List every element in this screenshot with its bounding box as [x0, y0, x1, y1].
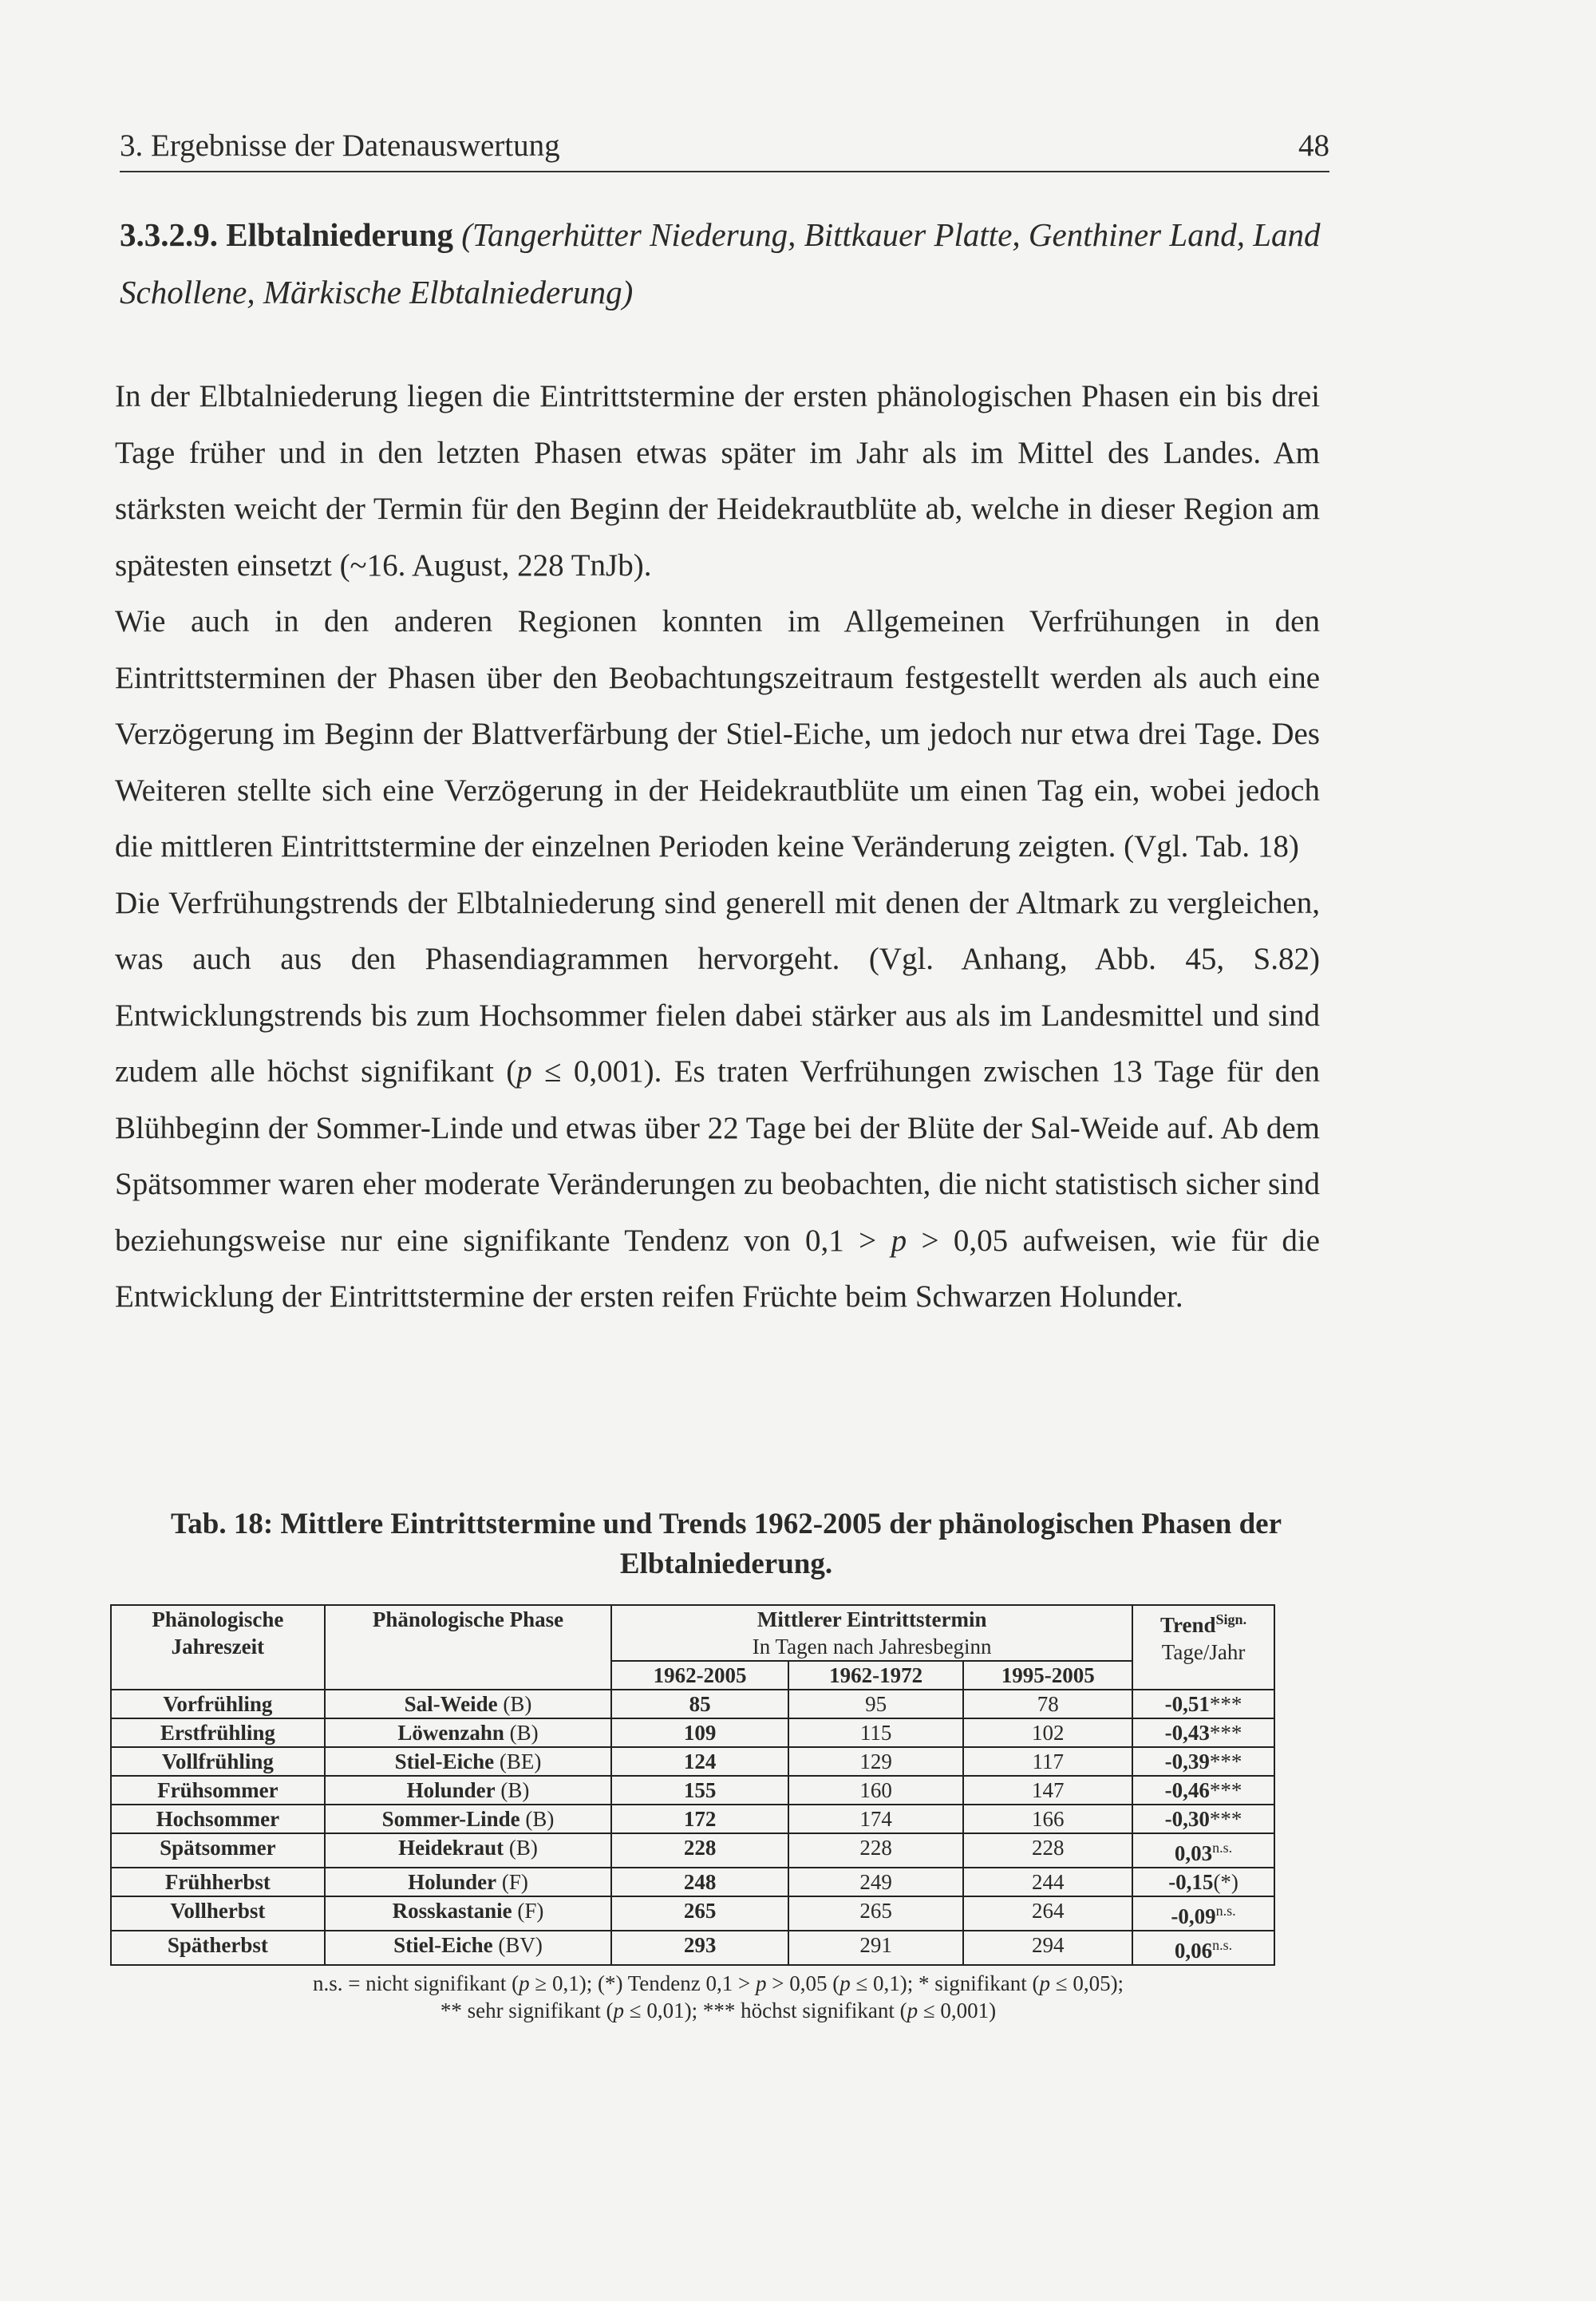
section-subregions: (Tangerhütter Niederung, Bittkauer Platte, Genthiner Land, Land Schollene, Märkische Elbtalniederung) — [120, 216, 1321, 310]
table-footnote: n.s. = nicht signifikant (p ≥ 0,1); (*) Tendenz 0,1 > p > 0,05 (p ≤ 0,1); * signifikant (p ≤ 0,05); ** sehr signifikant (p ≤ 0,01); *** höchst signifikant (p ≤ 0,001) — [312, 1971, 1124, 2022]
paragraph-3: Die Verfrühungstrends der Elbtalniederung sind generell mit denen der Altmark zu vergleichen, was auch aus den Phasendiagrammen hervorgeht. (Vgl. Anhang, Abb. 45, S.82) Entwicklungstrends bis zum Hochsommer fielen dabei stärker aus als im Landesmittel und sind zudem alle höchst signifikant (p ≤ 0,001). Es traten Verfrühungen zwischen 13 Tage für den Blühbeginn der Sommer-Linde und etwas über 22 Tage bei der Blüte der Sal-Weide auf. Ab dem Spätsommer waren eher moderate Veränderungen zu beobachten, die nicht statistisch sicher sind beziehungsweise nur eine signifikante Tendenz von 0,1 > p > 0,05 aufweisen, wie für die Entwicklung der Eintrittstermine der ersten reifen Früchte beim Schwarzen Holunder. — [115, 885, 1321, 1314]
cell-season: Frühherbst — [111, 1868, 325, 1896]
cell-phase: Heidekraut (B) — [325, 1833, 612, 1868]
cell-mean-all: 172 — [611, 1805, 788, 1833]
running-header — [120, 128, 1329, 164]
cell-season: Vollherbst — [111, 1896, 325, 1931]
cell-mean-late: 117 — [963, 1747, 1132, 1776]
cell-season: Hochsommer — [111, 1805, 325, 1833]
table-row — [111, 1896, 1274, 1931]
header-mean: Mittlerer Eintrittstermin In Tagen nach Jahresbeginn — [611, 1605, 1132, 1661]
cell-mean-early: 115 — [788, 1718, 964, 1747]
page-number: 48 — [1298, 128, 1329, 163]
cell-trend: -0,43*** — [1132, 1718, 1274, 1747]
cell-phase: Sommer-Linde (B) — [325, 1805, 612, 1833]
table-row — [111, 1747, 1274, 1776]
cell-mean-early: 265 — [788, 1896, 964, 1931]
table-row — [111, 1833, 1274, 1868]
cell-phase: Löwenzahn (B) — [325, 1718, 612, 1747]
cell-mean-late: 244 — [963, 1868, 1132, 1896]
cell-mean-early: 129 — [788, 1747, 964, 1776]
cell-season: Vollfrühling — [111, 1747, 325, 1776]
header-rule — [120, 171, 1329, 172]
table-row — [111, 1805, 1274, 1833]
cell-mean-early: 160 — [788, 1776, 964, 1805]
header-season: Phänologische Jahreszeit — [111, 1605, 325, 1690]
cell-trend: $0,03^{n.s.}$ — [1132, 1833, 1274, 1868]
cell-mean-all: 155 — [611, 1776, 788, 1805]
section-heading — [120, 206, 1333, 321]
paragraph-2: Wie auch in den anderen Regionen konnten im Allgemeinen Verfrühungen in den Eintrittsterminen der Phasen über den Beobachtungszeitraum festgestellt werden als auch eine Verzögerung im Beginn der Blattverfärbung der Stiel-Eiche, um jedoch nur etwa drei Tage. Des Weiteren stellte sich eine Verzögerung in der Heidekrautblüte um einen Tag ein, wobei jedoch die mittleren Eintrittstermine der einzelnen Perioden keine Veränderung zeigten. (Vgl. Tab. 18) — [115, 604, 1320, 864]
cell-phase: Stiel-Eiche (BE) — [325, 1747, 612, 1776]
header-period-early: 1962-1972 — [788, 1661, 964, 1690]
cell-phase: Rosskastanie (F) — [325, 1896, 612, 1931]
table-row — [111, 1776, 1274, 1805]
paragraph-1: In der Elbtalniederung liegen die Eintrittstermine der ersten phänologischen Phasen ein bis drei Tage früher und in den letzten Phasen etwas später im Jahr als im Mittel des Landes. Am stärksten weicht der Termin für den Beginn der Heidekrautblüte ab, welche in dieser Region am spätesten einsetzt (~16. August, 228 TnJb). — [115, 379, 1320, 583]
cell-trend: $0,06^{n.s.}$ — [1132, 1931, 1274, 1965]
table-caption: Tab. 18: Mittlere Eintrittstermine und Trends 1962-2005 der phänologischen Phasen der Elbtalniederung. — [170, 1508, 1282, 1580]
table-row — [111, 1931, 1274, 1965]
cell-mean-late: 102 — [963, 1718, 1132, 1747]
cell-season: Erstfrühling — [111, 1718, 325, 1747]
cell-mean-late: 294 — [963, 1931, 1132, 1965]
cell-phase: Holunder (F) — [325, 1868, 612, 1896]
chapter-title: 3. Ergebnisse der Datenauswertung — [120, 128, 560, 163]
cell-mean-late: 264 — [963, 1896, 1132, 1931]
cell-trend: -0,15(*) — [1132, 1868, 1274, 1896]
cell-mean-all: 85 — [611, 1690, 788, 1718]
cell-mean-late: 228 — [963, 1833, 1132, 1868]
cell-mean-late: 166 — [963, 1805, 1132, 1833]
header-period-all: 1962-2005 — [611, 1661, 788, 1690]
cell-phase: Holunder (B) — [325, 1776, 612, 1805]
table-row — [111, 1718, 1274, 1747]
cell-mean-all: 248 — [611, 1868, 788, 1896]
cell-season: Frühsommer — [111, 1776, 325, 1805]
cell-mean-all: 109 — [611, 1718, 788, 1747]
cell-phase: Sal-Weide (B) — [325, 1690, 612, 1718]
cell-mean-late: 147 — [963, 1776, 1132, 1805]
section-title: Elbtalniederung — [226, 216, 454, 253]
cell-season: Spätherbst — [111, 1931, 325, 1965]
cell-mean-early: 228 — [788, 1833, 964, 1868]
cell-mean-all: 293 — [611, 1931, 788, 1965]
cell-trend: -0,51*** — [1132, 1690, 1274, 1718]
header-trend: Trend$^{Sign.}$ Tage/Jahr — [1132, 1605, 1274, 1690]
header-phase: Phänologische Phase — [325, 1605, 612, 1690]
cell-mean-early: 291 — [788, 1931, 964, 1965]
header-period-late: 1995-2005 — [963, 1661, 1132, 1690]
table-row — [111, 1868, 1274, 1896]
section-number: 3.3.2.9. — [120, 216, 218, 253]
cell-mean-late: 78 — [963, 1690, 1132, 1718]
cell-mean-early: 174 — [788, 1805, 964, 1833]
cell-mean-all: 228 — [611, 1833, 788, 1868]
body-text — [115, 369, 1320, 1326]
cell-season: Vorfrühling — [111, 1690, 325, 1718]
cell-trend: -0,39*** — [1132, 1747, 1274, 1776]
table-body — [111, 1690, 1274, 1965]
cell-trend: -0,30*** — [1132, 1805, 1274, 1833]
phenology-table — [110, 1604, 1275, 1966]
cell-phase: Stiel-Eiche (BV) — [325, 1931, 612, 1965]
cell-mean-early: 95 — [788, 1690, 964, 1718]
cell-mean-all: 265 — [611, 1896, 788, 1931]
cell-trend: -0,46*** — [1132, 1776, 1274, 1805]
cell-mean-early: 249 — [788, 1868, 964, 1896]
cell-mean-all: 124 — [611, 1747, 788, 1776]
cell-trend: $-0,09^{n.s.}$ — [1132, 1896, 1274, 1931]
cell-season: Spätsommer — [111, 1833, 325, 1868]
table-row — [111, 1690, 1274, 1718]
